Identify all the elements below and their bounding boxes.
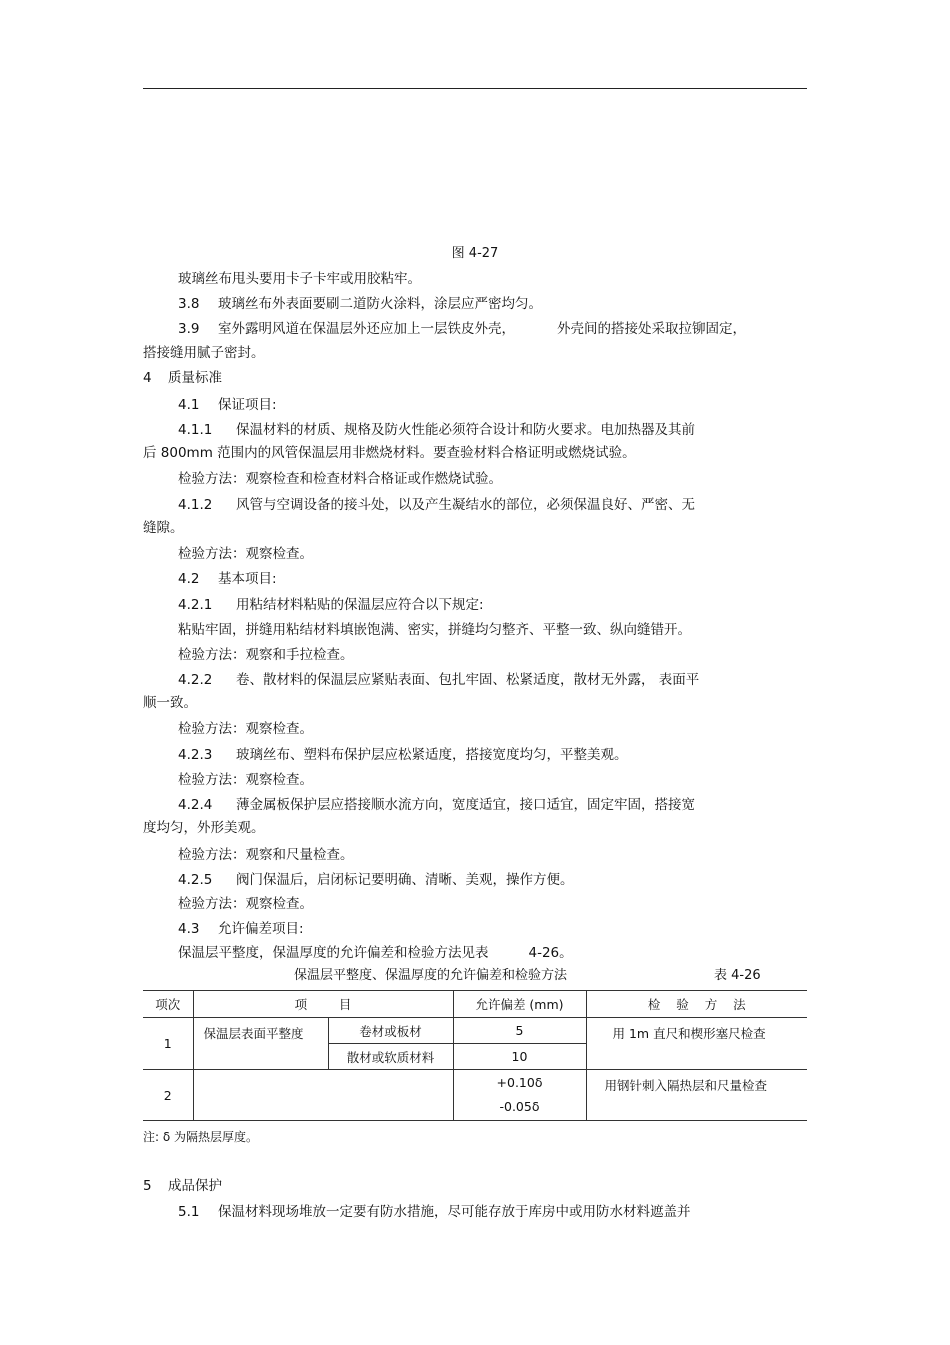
section-number: 4.1.1: [178, 422, 213, 438]
section-text: 风管与空调设备的接斗处，以及产生凝结水的部位，必须保温良好、严密、无: [236, 497, 695, 513]
header-rule: [143, 88, 807, 89]
table-row: [143, 1070, 807, 1121]
row-item: [193, 1070, 453, 1121]
section-text-continued: 外壳间的搭接处采取拉铆固定，: [557, 321, 746, 337]
table-note: 注: δ 为隔热层厚度。: [143, 1130, 259, 1144]
section-number: 5.1: [178, 1204, 200, 1220]
section-text: 玻璃丝布外表面要刷二道防火涂料，涂层应严密均匀。: [218, 296, 542, 312]
heading-text: 质量标准: [168, 370, 222, 386]
table-reference: 4-26。: [528, 945, 573, 961]
section-number: 4.2.2: [178, 672, 213, 688]
deviation-minus: -0.05δ: [499, 1099, 540, 1114]
paragraph: 粘贴牢固，拼缝用粘结材料填嵌饱满、密实，拼缝均匀整齐、平整一致、纵向缝错开。: [178, 622, 691, 638]
row-subitem: 散材或软质材料: [328, 1044, 453, 1070]
heading-number: 4: [143, 370, 152, 386]
heading-number: 5: [143, 1178, 152, 1194]
section-text: 阀门保温后，启闭标记要明确、清晰、美观，操作方便。: [236, 872, 574, 888]
section-text: 允许偏差项目:: [218, 921, 304, 937]
section-4-3: [178, 920, 304, 938]
section-number: 4.3: [178, 921, 200, 937]
section-4-2-4: [178, 796, 695, 814]
inspection-method: 检验方法：观察检查和检查材料合格证或作燃烧试验。: [178, 471, 502, 487]
inspection-method: 检验方法：观察检查。: [178, 721, 313, 737]
inspection-method: 检验方法：观察和尺量检查。: [178, 847, 354, 863]
section-text: 保证项目:: [218, 397, 277, 413]
section-number: 4.2.5: [178, 872, 213, 888]
row-subitem: 卷材或板材: [328, 1018, 453, 1044]
table-title: 保温层平整度、保温厚度的允许偏差和检验方法: [294, 968, 568, 983]
row-number: 2: [143, 1070, 193, 1121]
section-4-2-3: [178, 746, 628, 764]
section-continuation: 缝隙。: [143, 520, 184, 536]
section-continuation: 顺一致。: [143, 695, 197, 711]
paragraph-text: 保温层平整度，保温厚度的允许偏差和检验方法见表: [178, 945, 489, 961]
row-method: 用钢针刺入隔热层和尺量检查: [586, 1070, 807, 1121]
deviation-plus: +0.10δ: [496, 1075, 543, 1090]
tolerance-table: [143, 990, 807, 1121]
section-number: 3.9: [178, 321, 200, 337]
inspection-method: 检验方法：观察检查。: [178, 546, 313, 562]
inspection-method: 检验方法：观察和手拉检查。: [178, 647, 354, 663]
header-no: 项次: [143, 991, 193, 1018]
section-number: 4.1: [178, 397, 200, 413]
section-number: 3.8: [178, 296, 200, 312]
section-4-1-1: [178, 421, 695, 439]
section-continuation: 搭接缝用腻子密封。: [143, 345, 265, 361]
section-3-9: [178, 320, 746, 338]
section-text: 玻璃丝布、塑料布保护层应松紧适度，搭接宽度均匀，平整美观。: [236, 747, 628, 763]
paragraph-4-3: [178, 944, 573, 962]
section-text: 基本项目:: [218, 571, 277, 587]
table-label: 表 4-26: [714, 968, 761, 983]
section-4-2-2: [178, 671, 699, 689]
heading-4: [143, 369, 222, 387]
paragraph: 玻璃丝布甩头要用卡子卡牢或用胶粘牢。: [178, 271, 421, 287]
header-deviation: 允许偏差 (mm): [453, 991, 586, 1018]
heading-text: 成品保护: [168, 1178, 222, 1194]
heading-5: [143, 1177, 222, 1195]
section-text: 薄金属板保护层应搭接顺水流方向，宽度适宜，接口适宜，固定牢固，搭接宽: [236, 797, 695, 813]
section-5-1: [178, 1203, 691, 1221]
row-method: 用 1m 直尺和楔形塞尺检查: [586, 1018, 807, 1070]
section-4-2: [178, 570, 277, 588]
row-number: 1: [143, 1018, 193, 1070]
section-number: 4.2.3: [178, 747, 213, 763]
section-text: 保温材料的材质、规格及防火性能必须符合设计和防火要求。电加热器及其前: [236, 422, 695, 438]
section-number: 4.2.1: [178, 597, 213, 613]
section-text: 室外露明风道在保温层外还应加上一层铁皮外壳，: [218, 321, 515, 337]
section-4-1: [178, 396, 277, 414]
header-item: 项 目: [193, 991, 453, 1018]
section-continuation: 度均匀，外形美观。: [143, 820, 265, 836]
header-method: 检 验 方 法: [586, 991, 807, 1018]
section-continuation: 后 800mm 范围内的风管保温层用非燃烧材料。要查验材料合格证明或燃烧试验。: [143, 445, 636, 461]
row-deviation: 10: [453, 1044, 586, 1070]
section-text: 保温材料现场堆放一定要有防水措施，尽可能存放于库房中或用防水材料遮盖并: [218, 1204, 691, 1220]
section-4-2-5: [178, 871, 574, 889]
row-item: 保温层表面平整度: [193, 1018, 328, 1070]
figure-caption: 图 4-27: [451, 246, 499, 261]
inspection-method: 检验方法：观察检查。: [178, 896, 313, 912]
inspection-method: 检验方法：观察检查。: [178, 772, 313, 788]
row-deviation: 5: [453, 1018, 586, 1044]
section-3-8: [178, 295, 542, 313]
section-number: 4.2: [178, 571, 200, 587]
section-number: 4.1.2: [178, 497, 213, 513]
table-header-row: [143, 991, 807, 1018]
section-number: 4.2.4: [178, 797, 213, 813]
table-row: [143, 1018, 807, 1044]
section-text: 卷、散材料的保温层应紧贴表面、包扎牢固、松紧适度，散材无外露， 表面平: [236, 672, 700, 688]
row-deviation: [453, 1070, 586, 1121]
section-4-1-2: [178, 496, 695, 514]
section-4-2-1: [178, 596, 484, 614]
section-text: 用粘结材料粘贴的保温层应符合以下规定:: [236, 597, 484, 613]
